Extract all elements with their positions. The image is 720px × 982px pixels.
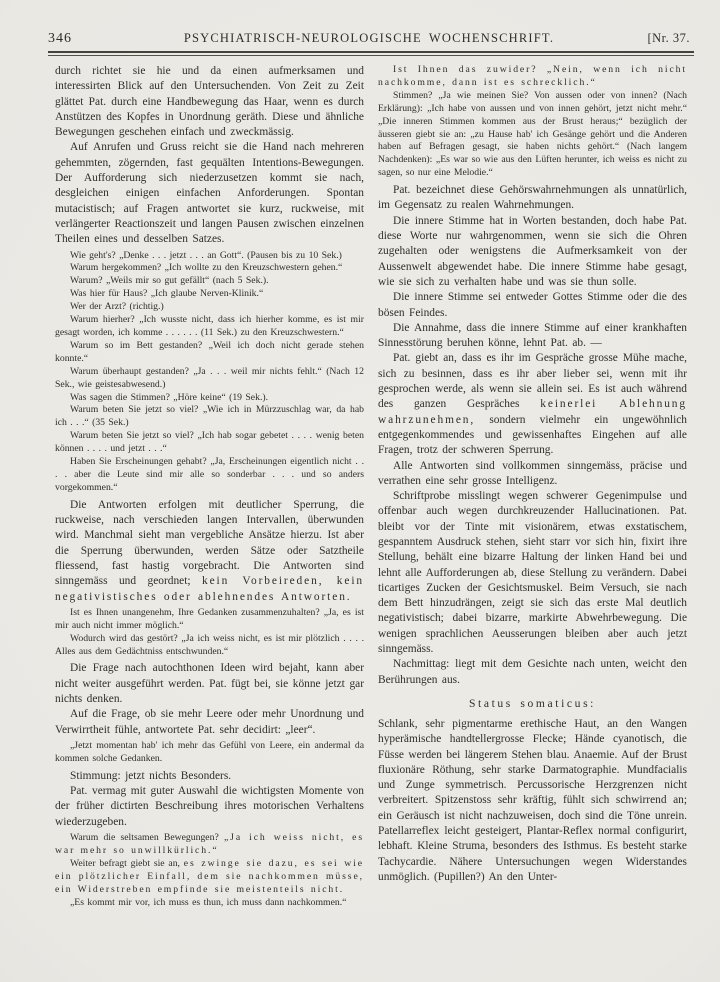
text-segment: durch richtet sie hie und da einen aufmerksamen und interessirten Blick auf den Untersuchenden. Von Zeit zu Zeit glättet Pat. durch eine Handbewegung das Haar, wenn es durch Anstützen des Kopfes in Unordnung geräth. Diese und ähnliche Bewegungen geschehen einfach und zweckmässig.	[55, 65, 364, 139]
paragraph	[378, 321, 687, 352]
paragraph	[55, 314, 364, 340]
column-right	[378, 64, 687, 964]
text-segment: Pat. bezeichnet diese Gehörswahrnehmungen als unnatürlich, im Gegensatz zu realen Wahrnehmungen.	[378, 184, 687, 212]
section-heading	[378, 697, 687, 710]
text-segment: Nachmittag: liegt mit dem Gesichte nach unten, weicht den Berührungen aus.	[378, 658, 687, 686]
text-segment: Warum? „Weils mir so gut gefällt“ (nach 5 Sek.).	[70, 275, 269, 287]
paragraph	[55, 769, 364, 784]
text-segment: Ist es Ihnen unangenehm, Ihre Gedanken zusammenzuhalten? „Ja, es ist mir auch nicht immer möglich.“	[55, 606, 364, 631]
text-segment: Weiter befragt giebt sie an,	[70, 857, 184, 869]
text-segment: Alle Antworten sind vollkommen sinngemäss, präcise und verrathen eine sehr grosse Intelligenz.	[378, 459, 687, 487]
paragraph	[55, 288, 364, 301]
text-segment: sondern vielmehr ein ungewöhnlich entgegenkommendes und gewissenhaftes Eingehen auf alle Fragen, trotz der schweren Sperrung.	[378, 413, 687, 457]
text-segment: Ist Ihnen das zuwider? „Nein, wenn ich nicht nachkomme, dann ist es schrecklich.“	[378, 64, 687, 88]
text-segment: Warum die seltsamen Bewegungen?	[70, 831, 224, 843]
text-segment: Auf Anrufen und Gruss reicht sie die Hand nach mehreren gehemmten, zögernden, fast gequälten Intentions-Bewegungen. Der Aufforderung sich niederzusetzen kommt sie nach, desgleichen einigen einfachen Anforderungen. Spontan mutacistisch; auf Fragen antwortet sie kurz, ruckweise, mit verlängerter Reactionszeit und langen Pausen zwischen einzelnen Theilen eines und desselben Satzes.	[55, 141, 364, 246]
text-segment: Wie geht's? „Denke . . . jetzt . . . an Gott“. (Pausen bis zu 10 Sek.)	[70, 249, 342, 261]
page-header	[48, 31, 690, 47]
paragraph	[55, 740, 364, 766]
paragraph	[55, 404, 364, 430]
text-segment: Warum hierher? „Ich wusste nicht, dass ich hierher komme, es ist mir gesagt worden, ich komme . . . . . . (11 Sek.) zu den Kreuzschwestern.“	[55, 314, 364, 338]
text-segment: Schriftprobe misslingt wegen schwerer Gegenimpulse und offenbar auch wegen durchkreuzender Hallucinationen. Pat. bleibt vor der Tinte mit visionärem, etwas exstatischem, gespanntem Ausdruck stehen, sieht starr vor sich hin, fixirt ihre Stellung, behält eine bizarre Haltung der linken Hand bei und lehnt alle Aufforderungen ab, diese Stellung zu verändern. Dabei ticartiges Zucken der Gesichtsmuskel. Beim Versuch, sie nach dem Bett hinzudrängen, zeigt sie sich das erste Mal deutlich negativistisch; dabei bizarre, markirte Abwehrbewegung. Die wenigen sprachlichen Aeusserungen bleiben aber auch jetzt sinngemäss.	[378, 490, 687, 656]
page-number: 346	[48, 31, 72, 46]
paragraph	[378, 64, 687, 90]
paragraph	[55, 498, 364, 605]
text-segment: Pat. vermag mit guter Auswahl die wichtigsten Momente von der früher dictirten Beschreibung ihres motorischen Verhaltens wiederzugeben.	[55, 785, 364, 828]
paragraph	[55, 784, 364, 830]
paragraph	[55, 633, 364, 659]
text-segment: Die Annahme, dass die innere Stimme auf einer krankhaften Sinnesstörung beruhen könne, lehnt Pat. ab. —	[378, 321, 687, 350]
text-segment: „Ja ich weiss nicht, es war mehr so unwillkürlich.“	[55, 831, 365, 856]
text-segment: Die innere Stimme hat in Worten bestanden, doch habe Pat. diese Worte nur wahrgenommen, wenn sie sich die Ohren zugehalten oder wenigstens die Aufmerksamkeit von der Aussenwelt abgewendet habe. Die innere Stimme habe gesagt, wie sie sich zu verhalten habe und was sie thun solle.	[378, 214, 687, 288]
paragraph	[378, 183, 687, 214]
paragraph	[55, 661, 364, 707]
text-columns	[55, 64, 687, 964]
text-segment: Pat. giebt an, dass es ihr im Gespräche grosse Mühe mache, sich zu besinnen, dass es ihr aber lieber sei, wenn mit ihr gesprochen werde, als wenn sie allein sei. Es ist auch während des ganzen Gespräches	[378, 352, 687, 411]
paragraph	[378, 90, 687, 180]
text-segment: „Jetzt momentan hab' ich mehr das Gefühl von Leere, ein andermal da kommen solche Gedanken.	[55, 739, 364, 764]
paragraph	[378, 351, 687, 458]
text-segment: Auf die Frage, ob sie mehr Leere oder mehr Unordnung und Verwirrtheit fühle, antwortete Pat. sehr decidirt: „leer“.	[55, 708, 364, 736]
paragraph	[378, 290, 687, 321]
text-segment: Warum beten Sie jetzt so viel? „Ich hab sogar gebetet . . . . wenig beten können . . . . und jetzt . . .“	[55, 430, 364, 455]
text-segment: Warum hergekommen? „Ich wollte zu den Kreuzschwestern gehen.“	[70, 262, 343, 274]
paragraph	[55, 301, 364, 314]
text-segment: Wodurch wird das gestört? „Ja ich weiss nicht, es ist mir plötzlich . . . . Alles aus dem Gedächtniss entschwunden.“	[55, 632, 364, 657]
paragraph	[378, 657, 687, 688]
paragraph	[55, 607, 364, 633]
text-segment: es zwinge sie dazu, es sei wie ein plötzlicher Einfall, dem sie nachkommen müsse, ein Widerstreben empfinde sie meistenteils nicht.	[55, 857, 364, 895]
paragraph	[55, 430, 364, 456]
text-segment: Was sagen die Stimmen? „Höre keine“ (19 Sek.).	[70, 391, 269, 403]
text-segment: Stimmen? „Ja wie meinen Sie? Von aussen oder von innen? (Nach Erklärung): „Ich habe von aussen und von innen gehört, jetzt nicht mehr.“ „Die inneren Stimmen kommen aus der Brust heraus;“ bezüglich der äusseren giebt sie an: „zu Hause hab' ich Gesänge gehört und die Anderen haben auf Befragen gesagt, sie haben nichts gehört.“ (Nach langem Nachdenken): „Es war so wie aus den Lüften herunter, ich weiss es nicht zu sagen, so nur eine Melodie.“	[378, 89, 687, 179]
paragraph	[55, 832, 364, 858]
text-segment: Warum so im Bett gestanden? „Weil ich doch nicht gerade stehen konnte.“	[55, 339, 364, 364]
paragraph	[55, 140, 364, 247]
paragraph	[378, 717, 687, 885]
paragraph	[55, 275, 364, 288]
paragraph	[55, 64, 364, 140]
paragraph	[55, 456, 364, 495]
paragraph	[55, 392, 364, 405]
text-segment: Status somaticus:	[468, 696, 597, 710]
text-segment: Haben Sie Erscheinungen gehabt? „Ja, Erscheinungen eigentlich nicht . . . . aber die Leute sind mir alle so sonderbar . . . und so anders vorgekommen.“	[55, 456, 364, 493]
text-segment: Die Frage nach autochthonen Ideen wird bejaht, kann aber nicht weiter ausgeführt werden. Pat. fügt bei, sie könne jetzt gar nichts denken.	[55, 662, 364, 706]
text-segment: Warum beten Sie jetzt so viel? „Wie ich in Mürzzuschlag war, da hab ich . . .“ (35 Sek.)	[55, 404, 364, 429]
paragraph	[378, 459, 687, 490]
text-segment: Warum überhaupt gestanden? „Ja . . . weil mir nichts fehlt.“ (Nach 12 Sek., wie geistesabwesend.)	[55, 365, 364, 390]
paragraph	[55, 250, 364, 263]
paragraph	[55, 262, 364, 275]
journal-title: PSYCHIATRISCH-NEUROLOGISCHE WOCHENSCHRIFT.	[183, 31, 555, 45]
paragraph	[55, 858, 364, 897]
text-segment: Stimmung: jetzt nichts Besonders.	[70, 769, 232, 782]
text-segment: kein Vorbeireden, kein negativistisches oder ablehnendes Antworten.	[55, 575, 365, 603]
column-left	[55, 64, 364, 964]
text-segment: Schlank, sehr pigmentarme erethische Haut, an den Wangen hyperämische handtellergrosse Flecke; Hände cyanotisch, die Füsse werden bei längerem Stehen blau. Anaemie. Auf der Brust fluxionäre Röthung, sehr starke Darmatographie. Mundfacialis und Zunge symmetrisch. Percussorische Herzgrenzen nicht verbreitert. Spitzenstoss sehr kräftig, fühlt sich schwirrend an; ein Geräusch ist nicht nachzuweisen, doch sind die Töne unrein. Patellarreflex leicht gesteigert, Plantar-Reflex normal configurirt, lebhaft. Kleine Struma, besonders des Isthmus. Es besteht starke Tachycardie. Nähere Untersuchungen wegen Widerstandes unmöglich. (Pupillen?) An den Unter-	[378, 717, 687, 883]
paragraph	[55, 366, 364, 392]
paragraph	[55, 897, 364, 910]
paragraph	[378, 214, 687, 290]
paragraph	[378, 489, 687, 657]
issue-number: [Nr. 37.	[647, 31, 690, 45]
text-segment: Was hier für Haus? „Ich glaube Nerven-Klinik.“	[70, 288, 264, 300]
header-rule	[48, 51, 694, 56]
text-segment: „Es kommt mir vor, ich muss es thun, ich muss dann nachkommen.“	[70, 896, 347, 908]
text-segment: Die innere Stimme sei entweder Gottes Stimme oder die des bösen Feindes.	[378, 291, 687, 319]
text-segment: keinerlei Ablehnung wahrzunehmen,	[378, 398, 687, 426]
paragraph	[55, 340, 364, 366]
text-segment: Die Antworten erfolgen mit deutlicher Sperrung, die ruckweise, nach verschieden langen Intervallen, überwunden wird. Manchmal sieht man vergebliche Ansätze hierzu. Ist aber die Sperrung überwunden, werden Sätze oder Satztheile fliessend, fast hastig vorgebracht. Die Antworten sind sinngemäss und geordnet;	[55, 498, 364, 588]
text-segment: Wer der Arzt? (richtig.)	[70, 301, 164, 313]
paragraph	[55, 707, 364, 738]
